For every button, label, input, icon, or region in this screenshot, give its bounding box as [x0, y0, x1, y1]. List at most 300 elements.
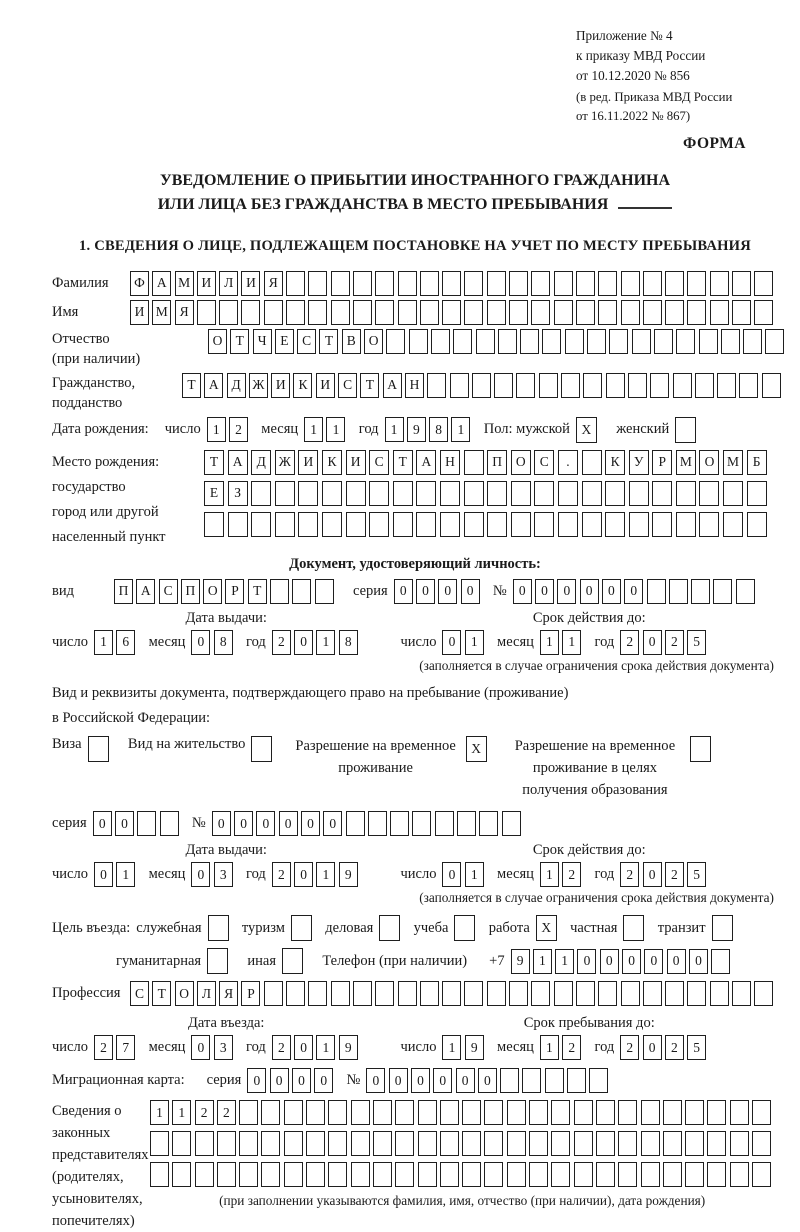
- char-cell[interactable]: [531, 271, 550, 296]
- birth-month-input[interactable]: [304, 417, 349, 442]
- char-cell[interactable]: 0: [294, 630, 313, 655]
- char-cell[interactable]: [507, 1162, 526, 1187]
- char-cell[interactable]: Е: [204, 481, 224, 506]
- char-cell[interactable]: [654, 329, 673, 354]
- char-cell[interactable]: [663, 1162, 682, 1187]
- temp-residence-checkbox[interactable]: [466, 736, 490, 762]
- char-cell[interactable]: [629, 481, 649, 506]
- char-cell[interactable]: 9: [339, 862, 358, 887]
- char-cell[interactable]: [502, 811, 521, 836]
- birth-place-input-row-3[interactable]: [204, 512, 770, 537]
- char-cell[interactable]: [440, 1162, 459, 1187]
- char-cell[interactable]: 0: [191, 630, 210, 655]
- char-cell[interactable]: 0: [366, 1068, 385, 1093]
- char-cell[interactable]: [598, 981, 617, 1006]
- char-cell[interactable]: [747, 481, 767, 506]
- char-cell[interactable]: [431, 329, 450, 354]
- char-cell[interactable]: В: [342, 329, 361, 354]
- char-cell[interactable]: Ж: [275, 450, 295, 475]
- char-cell[interactable]: Б: [747, 450, 767, 475]
- char-cell[interactable]: 0: [234, 811, 253, 836]
- char-cell[interactable]: [472, 373, 491, 398]
- char-cell[interactable]: [583, 373, 602, 398]
- char-cell[interactable]: [652, 512, 672, 537]
- char-cell[interactable]: [464, 981, 483, 1006]
- char-cell[interactable]: [542, 329, 561, 354]
- char-cell[interactable]: X: [576, 417, 597, 443]
- stay-doc-issue-month-input[interactable]: [191, 862, 236, 887]
- surname-input[interactable]: [130, 271, 777, 296]
- char-cell[interactable]: [308, 300, 327, 325]
- char-cell[interactable]: 0: [456, 1068, 475, 1093]
- char-cell[interactable]: [331, 271, 350, 296]
- char-cell[interactable]: 0: [643, 862, 662, 887]
- char-cell[interactable]: [479, 811, 498, 836]
- char-cell[interactable]: 0: [323, 811, 342, 836]
- char-cell[interactable]: [440, 1131, 459, 1156]
- char-cell[interactable]: Е: [275, 329, 294, 354]
- char-cell[interactable]: [500, 1068, 519, 1093]
- char-cell[interactable]: [386, 329, 405, 354]
- char-cell[interactable]: [641, 1131, 660, 1156]
- char-cell[interactable]: [554, 981, 573, 1006]
- char-cell[interactable]: [464, 481, 484, 506]
- char-cell[interactable]: П: [114, 579, 133, 604]
- char-cell[interactable]: [618, 1100, 637, 1125]
- char-cell[interactable]: Л: [197, 981, 216, 1006]
- char-cell[interactable]: 2: [229, 417, 248, 442]
- char-cell[interactable]: [284, 1131, 303, 1156]
- char-cell[interactable]: 0: [416, 579, 435, 604]
- char-cell[interactable]: [534, 481, 554, 506]
- char-cell[interactable]: [710, 271, 729, 296]
- char-cell[interactable]: [420, 300, 439, 325]
- char-cell[interactable]: [509, 271, 528, 296]
- char-cell[interactable]: [204, 512, 224, 537]
- char-cell[interactable]: С: [130, 981, 149, 1006]
- char-cell[interactable]: 2: [195, 1100, 214, 1125]
- char-cell[interactable]: 0: [577, 949, 596, 974]
- char-cell[interactable]: [351, 1100, 370, 1125]
- char-cell[interactable]: [663, 1100, 682, 1125]
- char-cell[interactable]: Н: [440, 450, 460, 475]
- char-cell[interactable]: [137, 811, 156, 836]
- char-cell[interactable]: [353, 300, 372, 325]
- stay-doc-issue-day-input[interactable]: [94, 862, 139, 887]
- char-cell[interactable]: [676, 481, 696, 506]
- char-cell[interactable]: [346, 481, 366, 506]
- char-cell[interactable]: [393, 481, 413, 506]
- char-cell[interactable]: 2: [94, 1035, 113, 1060]
- stay-doc-issue-year-input[interactable]: [272, 862, 361, 887]
- purpose-tourism-checkbox[interactable]: [291, 915, 315, 941]
- representatives-input-row-1[interactable]: [150, 1100, 774, 1125]
- char-cell[interactable]: 7: [116, 1035, 135, 1060]
- char-cell[interactable]: И: [316, 373, 335, 398]
- char-cell[interactable]: [574, 1100, 593, 1125]
- char-cell[interactable]: Я: [219, 981, 238, 1006]
- char-cell[interactable]: И: [197, 271, 216, 296]
- char-cell[interactable]: [462, 1162, 481, 1187]
- char-cell[interactable]: И: [271, 373, 290, 398]
- char-cell[interactable]: [331, 300, 350, 325]
- char-cell[interactable]: [711, 949, 730, 974]
- char-cell[interactable]: [454, 915, 475, 941]
- char-cell[interactable]: [442, 300, 461, 325]
- char-cell[interactable]: 1: [94, 630, 113, 655]
- representatives-input-row-3[interactable]: [150, 1162, 774, 1187]
- char-cell[interactable]: [652, 481, 672, 506]
- char-cell[interactable]: [695, 373, 714, 398]
- char-cell[interactable]: [551, 1131, 570, 1156]
- char-cell[interactable]: [261, 1131, 280, 1156]
- char-cell[interactable]: А: [152, 271, 171, 296]
- char-cell[interactable]: 0: [643, 1035, 662, 1060]
- char-cell[interactable]: [717, 373, 736, 398]
- doc-number-input[interactable]: [513, 579, 758, 604]
- char-cell[interactable]: [752, 1100, 771, 1125]
- char-cell[interactable]: И: [346, 450, 366, 475]
- char-cell[interactable]: [628, 373, 647, 398]
- char-cell[interactable]: [551, 1162, 570, 1187]
- char-cell[interactable]: [687, 300, 706, 325]
- purpose-official-checkbox[interactable]: [208, 915, 232, 941]
- char-cell[interactable]: [251, 481, 271, 506]
- char-cell[interactable]: 0: [624, 579, 643, 604]
- char-cell[interactable]: [416, 512, 436, 537]
- char-cell[interactable]: [195, 1131, 214, 1156]
- char-cell[interactable]: [368, 811, 387, 836]
- char-cell[interactable]: [393, 512, 413, 537]
- birth-day-input[interactable]: [207, 417, 252, 442]
- char-cell[interactable]: [713, 579, 732, 604]
- char-cell[interactable]: 0: [294, 862, 313, 887]
- char-cell[interactable]: [739, 373, 758, 398]
- char-cell[interactable]: [207, 948, 228, 974]
- doc-series-input[interactable]: [394, 579, 483, 604]
- char-cell[interactable]: [172, 1131, 191, 1156]
- char-cell[interactable]: Т: [230, 329, 249, 354]
- char-cell[interactable]: 1: [326, 417, 345, 442]
- char-cell[interactable]: М: [723, 450, 743, 475]
- char-cell[interactable]: 1: [304, 417, 323, 442]
- char-cell[interactable]: 5: [687, 862, 706, 887]
- char-cell[interactable]: [328, 1131, 347, 1156]
- char-cell[interactable]: [539, 373, 558, 398]
- char-cell[interactable]: [565, 329, 584, 354]
- stay-doc-valid-month-input[interactable]: [540, 862, 585, 887]
- char-cell[interactable]: [707, 1162, 726, 1187]
- char-cell[interactable]: [457, 811, 476, 836]
- stay-until-month-input[interactable]: [540, 1035, 585, 1060]
- char-cell[interactable]: 0: [580, 579, 599, 604]
- char-cell[interactable]: [762, 373, 781, 398]
- char-cell[interactable]: [251, 512, 271, 537]
- char-cell[interactable]: [476, 329, 495, 354]
- char-cell[interactable]: [160, 811, 179, 836]
- char-cell[interactable]: [690, 736, 711, 762]
- purpose-study-checkbox[interactable]: [454, 915, 478, 941]
- char-cell[interactable]: 0: [557, 579, 576, 604]
- char-cell[interactable]: [596, 1100, 615, 1125]
- char-cell[interactable]: [275, 512, 295, 537]
- char-cell[interactable]: К: [293, 373, 312, 398]
- char-cell[interactable]: [699, 512, 719, 537]
- char-cell[interactable]: [351, 1131, 370, 1156]
- char-cell[interactable]: [412, 811, 431, 836]
- char-cell[interactable]: [730, 1131, 749, 1156]
- char-cell[interactable]: 0: [689, 949, 708, 974]
- char-cell[interactable]: 1: [316, 1035, 335, 1060]
- char-cell[interactable]: 0: [622, 949, 641, 974]
- char-cell[interactable]: [511, 481, 531, 506]
- char-cell[interactable]: [418, 1131, 437, 1156]
- char-cell[interactable]: [582, 512, 602, 537]
- char-cell[interactable]: [754, 300, 773, 325]
- char-cell[interactable]: 1: [540, 862, 559, 887]
- char-cell[interactable]: 0: [461, 579, 480, 604]
- char-cell[interactable]: [641, 1100, 660, 1125]
- visa-checkbox[interactable]: [88, 736, 112, 762]
- char-cell[interactable]: 6: [116, 630, 135, 655]
- char-cell[interactable]: [531, 981, 550, 1006]
- doc-issue-day-input[interactable]: [94, 630, 139, 655]
- char-cell[interactable]: [416, 481, 436, 506]
- char-cell[interactable]: [398, 271, 417, 296]
- char-cell[interactable]: [596, 1162, 615, 1187]
- char-cell[interactable]: 9: [407, 417, 426, 442]
- char-cell[interactable]: О: [175, 981, 194, 1006]
- char-cell[interactable]: [606, 373, 625, 398]
- char-cell[interactable]: О: [208, 329, 227, 354]
- char-cell[interactable]: 9: [465, 1035, 484, 1060]
- char-cell[interactable]: 2: [620, 1035, 639, 1060]
- char-cell[interactable]: [605, 481, 625, 506]
- char-cell[interactable]: [239, 1162, 258, 1187]
- char-cell[interactable]: [554, 300, 573, 325]
- char-cell[interactable]: 1: [207, 417, 226, 442]
- char-cell[interactable]: Р: [241, 981, 260, 1006]
- char-cell[interactable]: [464, 512, 484, 537]
- char-cell[interactable]: 1: [316, 862, 335, 887]
- char-cell[interactable]: [298, 512, 318, 537]
- char-cell[interactable]: 1: [562, 630, 581, 655]
- char-cell[interactable]: Ж: [249, 373, 268, 398]
- migration-number-input[interactable]: [366, 1068, 611, 1093]
- char-cell[interactable]: [398, 300, 417, 325]
- char-cell[interactable]: [621, 981, 640, 1006]
- char-cell[interactable]: 1: [465, 630, 484, 655]
- char-cell[interactable]: [291, 915, 312, 941]
- char-cell[interactable]: [691, 579, 710, 604]
- char-cell[interactable]: 0: [667, 949, 686, 974]
- char-cell[interactable]: Т: [152, 981, 171, 1006]
- char-cell[interactable]: X: [536, 915, 557, 941]
- char-cell[interactable]: Ч: [253, 329, 272, 354]
- char-cell[interactable]: [598, 271, 617, 296]
- char-cell[interactable]: 1: [316, 630, 335, 655]
- char-cell[interactable]: Т: [393, 450, 413, 475]
- char-cell[interactable]: [723, 481, 743, 506]
- char-cell[interactable]: [286, 981, 305, 1006]
- char-cell[interactable]: [643, 981, 662, 1006]
- purpose-other-checkbox[interactable]: [282, 948, 306, 974]
- purpose-private-checkbox[interactable]: [623, 915, 647, 941]
- char-cell[interactable]: [331, 981, 350, 1006]
- char-cell[interactable]: Т: [319, 329, 338, 354]
- char-cell[interactable]: [730, 1100, 749, 1125]
- char-cell[interactable]: [685, 1162, 704, 1187]
- char-cell[interactable]: 2: [272, 630, 291, 655]
- char-cell[interactable]: [286, 300, 305, 325]
- char-cell[interactable]: [261, 1162, 280, 1187]
- char-cell[interactable]: 2: [620, 630, 639, 655]
- char-cell[interactable]: [629, 512, 649, 537]
- char-cell[interactable]: [217, 1162, 236, 1187]
- char-cell[interactable]: [582, 481, 602, 506]
- char-cell[interactable]: [509, 300, 528, 325]
- char-cell[interactable]: [306, 1162, 325, 1187]
- char-cell[interactable]: [699, 329, 718, 354]
- char-cell[interactable]: [464, 300, 483, 325]
- char-cell[interactable]: [529, 1162, 548, 1187]
- char-cell[interactable]: [685, 1131, 704, 1156]
- char-cell[interactable]: 0: [94, 862, 113, 887]
- char-cell[interactable]: [427, 373, 446, 398]
- char-cell[interactable]: 2: [272, 1035, 291, 1060]
- stay-doc-series-input[interactable]: [93, 811, 182, 836]
- char-cell[interactable]: П: [181, 579, 200, 604]
- char-cell[interactable]: [732, 271, 751, 296]
- char-cell[interactable]: [596, 1131, 615, 1156]
- char-cell[interactable]: [551, 1100, 570, 1125]
- char-cell[interactable]: [529, 1131, 548, 1156]
- char-cell[interactable]: [712, 915, 733, 941]
- char-cell[interactable]: 0: [314, 1068, 333, 1093]
- char-cell[interactable]: [574, 1162, 593, 1187]
- char-cell[interactable]: [765, 329, 784, 354]
- char-cell[interactable]: [507, 1100, 526, 1125]
- char-cell[interactable]: .: [558, 450, 578, 475]
- char-cell[interactable]: 0: [442, 862, 461, 887]
- birth-place-input-row-1[interactable]: [204, 450, 770, 475]
- char-cell[interactable]: [685, 1100, 704, 1125]
- char-cell[interactable]: И: [298, 450, 318, 475]
- char-cell[interactable]: [665, 300, 684, 325]
- char-cell[interactable]: 2: [665, 630, 684, 655]
- char-cell[interactable]: [576, 271, 595, 296]
- char-cell[interactable]: [208, 915, 229, 941]
- entry-month-input[interactable]: [191, 1035, 236, 1060]
- char-cell[interactable]: 0: [535, 579, 554, 604]
- char-cell[interactable]: 1: [533, 949, 552, 974]
- char-cell[interactable]: 8: [214, 630, 233, 655]
- char-cell[interactable]: [752, 1131, 771, 1156]
- doc-valid-year-input[interactable]: [620, 630, 709, 655]
- char-cell[interactable]: 2: [217, 1100, 236, 1125]
- char-cell[interactable]: [673, 373, 692, 398]
- char-cell[interactable]: 0: [478, 1068, 497, 1093]
- char-cell[interactable]: [598, 300, 617, 325]
- char-cell[interactable]: А: [228, 450, 248, 475]
- char-cell[interactable]: С: [369, 450, 389, 475]
- char-cell[interactable]: [621, 271, 640, 296]
- char-cell[interactable]: 1: [540, 630, 559, 655]
- char-cell[interactable]: 0: [644, 949, 663, 974]
- char-cell[interactable]: [576, 981, 595, 1006]
- char-cell[interactable]: [219, 300, 238, 325]
- char-cell[interactable]: О: [511, 450, 531, 475]
- char-cell[interactable]: А: [204, 373, 223, 398]
- char-cell[interactable]: [589, 1068, 608, 1093]
- char-cell[interactable]: [150, 1162, 169, 1187]
- char-cell[interactable]: 5: [687, 630, 706, 655]
- char-cell[interactable]: [730, 1162, 749, 1187]
- char-cell[interactable]: [558, 512, 578, 537]
- migration-series-input[interactable]: [247, 1068, 336, 1093]
- char-cell[interactable]: [435, 811, 454, 836]
- entry-day-input[interactable]: [94, 1035, 139, 1060]
- char-cell[interactable]: П: [487, 450, 507, 475]
- char-cell[interactable]: 3: [214, 862, 233, 887]
- purpose-business-checkbox[interactable]: [379, 915, 403, 941]
- char-cell[interactable]: [351, 1162, 370, 1187]
- char-cell[interactable]: К: [605, 450, 625, 475]
- char-cell[interactable]: [494, 373, 513, 398]
- stay-doc-number-input[interactable]: [212, 811, 524, 836]
- char-cell[interactable]: [150, 1131, 169, 1156]
- char-cell[interactable]: [687, 271, 706, 296]
- char-cell[interactable]: [587, 329, 606, 354]
- char-cell[interactable]: [195, 1162, 214, 1187]
- char-cell[interactable]: [375, 271, 394, 296]
- char-cell[interactable]: [346, 512, 366, 537]
- char-cell[interactable]: 0: [394, 579, 413, 604]
- char-cell[interactable]: 0: [247, 1068, 266, 1093]
- char-cell[interactable]: [353, 271, 372, 296]
- stay-doc-valid-year-input[interactable]: [620, 862, 709, 887]
- char-cell[interactable]: Я: [175, 300, 194, 325]
- char-cell[interactable]: З: [228, 481, 248, 506]
- char-cell[interactable]: [487, 481, 507, 506]
- sex-female-checkbox[interactable]: [675, 417, 699, 443]
- char-cell[interactable]: [511, 512, 531, 537]
- char-cell[interactable]: [621, 300, 640, 325]
- char-cell[interactable]: [561, 373, 580, 398]
- char-cell[interactable]: [484, 1162, 503, 1187]
- char-cell[interactable]: И: [241, 271, 260, 296]
- char-cell[interactable]: [308, 981, 327, 1006]
- char-cell[interactable]: Я: [264, 271, 283, 296]
- char-cell[interactable]: Р: [652, 450, 672, 475]
- char-cell[interactable]: 2: [272, 862, 291, 887]
- char-cell[interactable]: [647, 579, 666, 604]
- char-cell[interactable]: И: [130, 300, 149, 325]
- char-cell[interactable]: [440, 1100, 459, 1125]
- char-cell[interactable]: [567, 1068, 586, 1093]
- char-cell[interactable]: С: [297, 329, 316, 354]
- char-cell[interactable]: [390, 811, 409, 836]
- residence-permit-checkbox[interactable]: [251, 736, 275, 762]
- char-cell[interactable]: [298, 481, 318, 506]
- char-cell[interactable]: Т: [182, 373, 201, 398]
- char-cell[interactable]: 8: [429, 417, 448, 442]
- char-cell[interactable]: [618, 1162, 637, 1187]
- char-cell[interactable]: С: [338, 373, 357, 398]
- char-cell[interactable]: 1: [442, 1035, 461, 1060]
- char-cell[interactable]: [284, 1100, 303, 1125]
- stay-doc-valid-day-input[interactable]: [442, 862, 487, 887]
